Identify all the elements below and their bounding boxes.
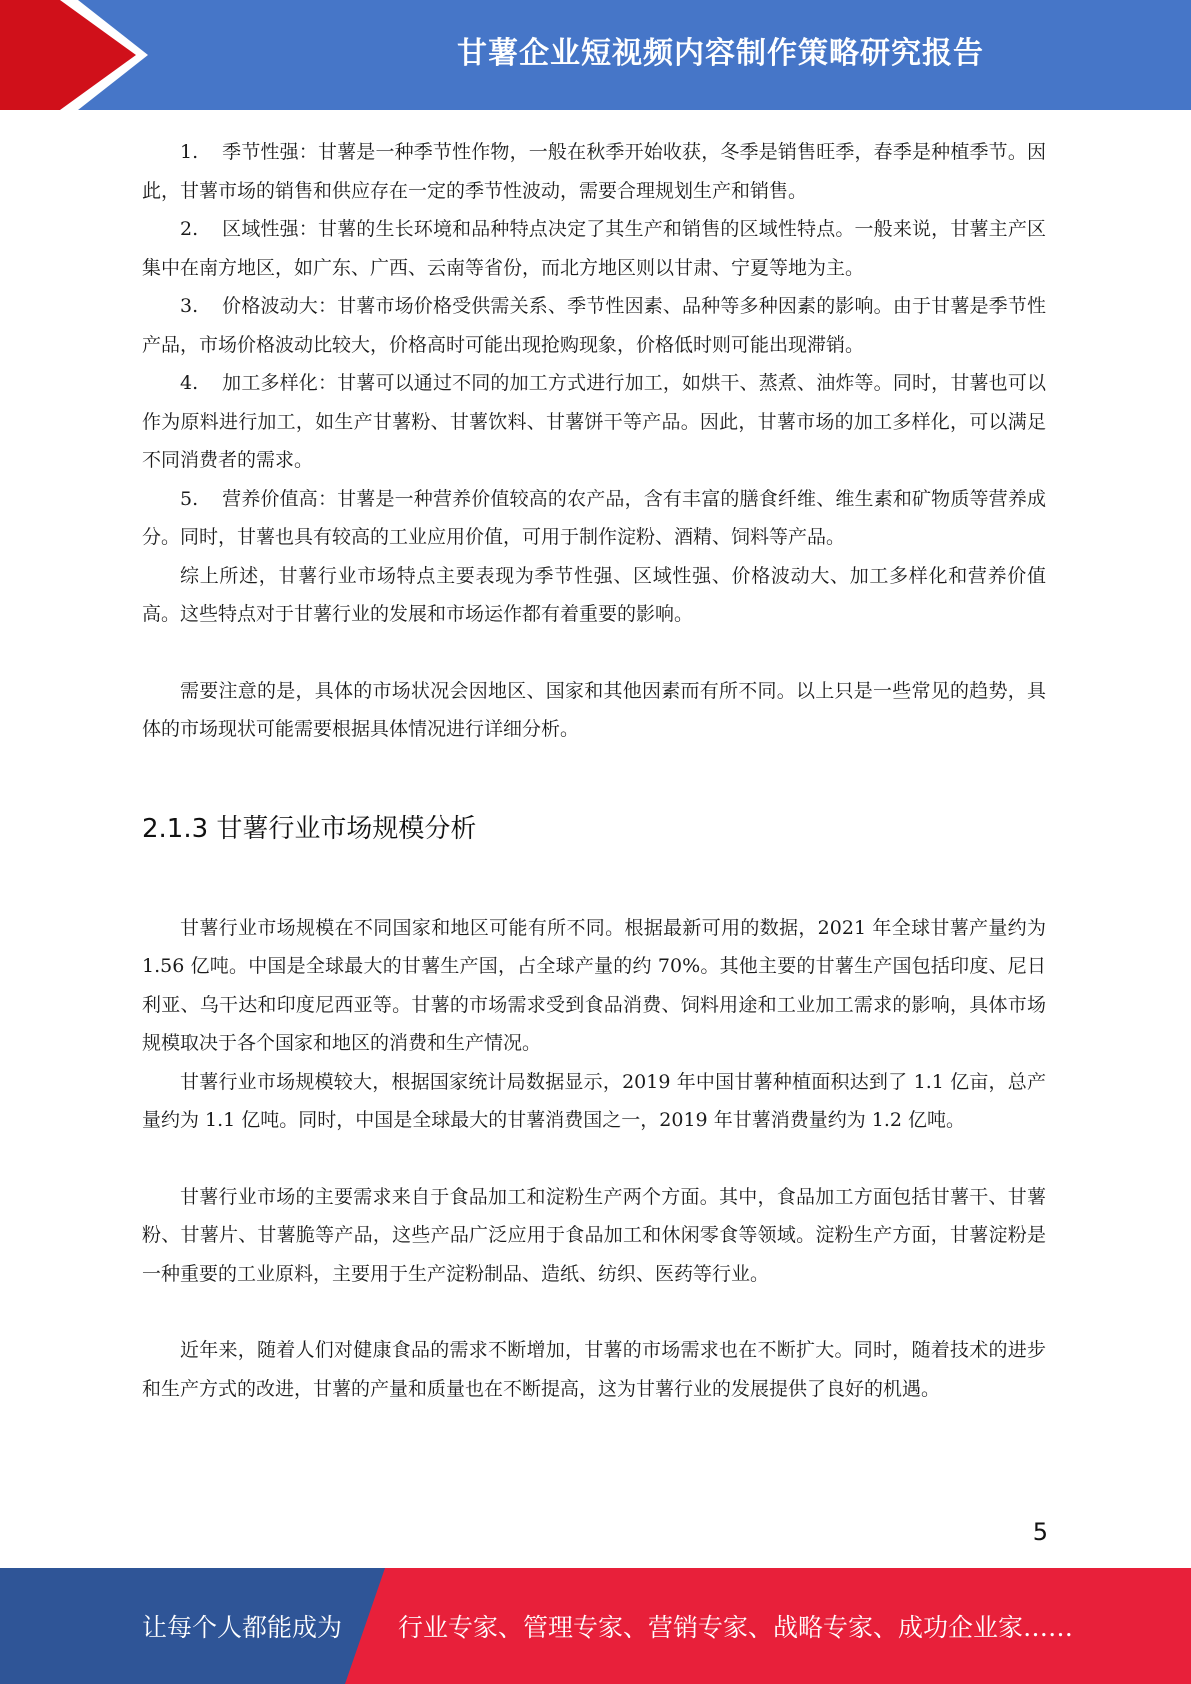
- section-paragraph-2: 甘薯行业市场规模较大，根据国家统计局数据显示，2019 年中国甘薯种植面积达到了 1.1 亿亩，总产量约为 1.1 亿吨。同时，中国是全球最大的甘薯消费国之一，2019 年甘薯消费量约为 1.2 亿吨。: [142, 1070, 1046, 1131]
- report-title: 甘薯企业短视频内容制作策略研究报告: [457, 36, 984, 71]
- section-heading: 2.1.3 甘薯行业市场规模分析: [142, 813, 477, 844]
- list-item-2: 2. 区域性强：甘薯的生长环境和品种特点决定了其生产和销售的区域性特点。一般来说，甘薯主产区集中在南方地区，如广东、广西、云南等省份，而北方地区则以甘肃、宁夏等地为主。: [142, 218, 1046, 279]
- note-paragraph: 需要注意的是，具体的市场状况会因地区、国家和其他因素而有所不同。以上只是一些常见的趋势，具体的市场现状可能需要根据具体情况进行详细分析。: [142, 679, 1046, 740]
- footer-slogan-left: 让每个人都能成为: [142, 1613, 343, 1642]
- page-content: [142, 133, 1046, 1408]
- page-number: 5: [1032, 1518, 1048, 1546]
- header-banner: [0, 0, 1191, 110]
- list-item-5: 5. 营养价值高：甘薯是一种营养价值较高的农产品，含有丰富的膳食纤维、维生素和矿物质等营养成分。同时，甘薯也具有较高的工业应用价值，可用于制作淀粉、酒精、饲料等产品。: [142, 487, 1046, 548]
- section-paragraph-3: 甘薯行业市场的主要需求来自于食品加工和淀粉生产两个方面。其中，食品加工方面包括甘薯干、甘薯粉、甘薯片、甘薯脆等产品，这些产品广泛应用于食品加工和休闲零食等领域。淀粉生产方面，甘薯淀粉是一种重要的工业原料，主要用于生产淀粉制品、造纸、纺织、医药等行业。: [142, 1185, 1046, 1285]
- list-item-1: 1. 季节性强：甘薯是一种季节性作物，一般在秋季开始收获，冬季是销售旺季，春季是种植季节。因此，甘薯市场的销售和供应存在一定的季节性波动，需要合理规划生产和销售。: [142, 141, 1046, 202]
- summary-paragraph: 综上所述，甘薯行业市场特点主要表现为季节性强、区域性强、价格波动大、加工多样化和营养价值高。这些特点对于甘薯行业的发展和市场运作都有着重要的影响。: [142, 564, 1046, 625]
- footer-banner: [0, 1568, 1191, 1684]
- section-paragraph-1: 甘薯行业市场规模在不同国家和地区可能有所不同。根据最新可用的数据，2021 年全球甘薯产量约为 1.56 亿吨。中国是全球最大的甘薯生产国，占全球产量的约 70%。其他主要的甘薯生产国包括印度、尼日利亚、乌干达和印度尼西亚等。甘薯的市场需求受到食品消费、饲料用途和工业加工需求的影响，具体市场规模取决于各个国家和地区的消费和生产情况。: [142, 916, 1046, 1054]
- list-item-3: 3. 价格波动大：甘薯市场价格受供需关系、季节性因素、品种等多种因素的影响。由于甘薯是季节性产品，市场价格波动比较大，价格高时可能出现抢购现象，价格低时则可能出现滞销。: [142, 295, 1046, 356]
- section-paragraph-4: 近年来，随着人们对健康食品的需求不断增加，甘薯的市场需求也在不断扩大。同时，随着技术的进步和生产方式的改进，甘薯的产量和质量也在不断提高，这为甘薯行业的发展提供了良好的机遇。: [142, 1339, 1046, 1400]
- header-arrow-icon: [0, 0, 160, 110]
- list-item-4: 4. 加工多样化：甘薯可以通过不同的加工方式进行加工，如烘干、蒸煮、油炸等。同时，甘薯也可以作为原料进行加工，如生产甘薯粉、甘薯饮料、甘薯饼干等产品。因此，甘薯市场的加工多样化，可以满足不同消费者的需求。: [142, 372, 1046, 471]
- footer-slogan-right: 行业专家、管理专家、营销专家、战略专家、成功企业家……: [398, 1613, 1074, 1642]
